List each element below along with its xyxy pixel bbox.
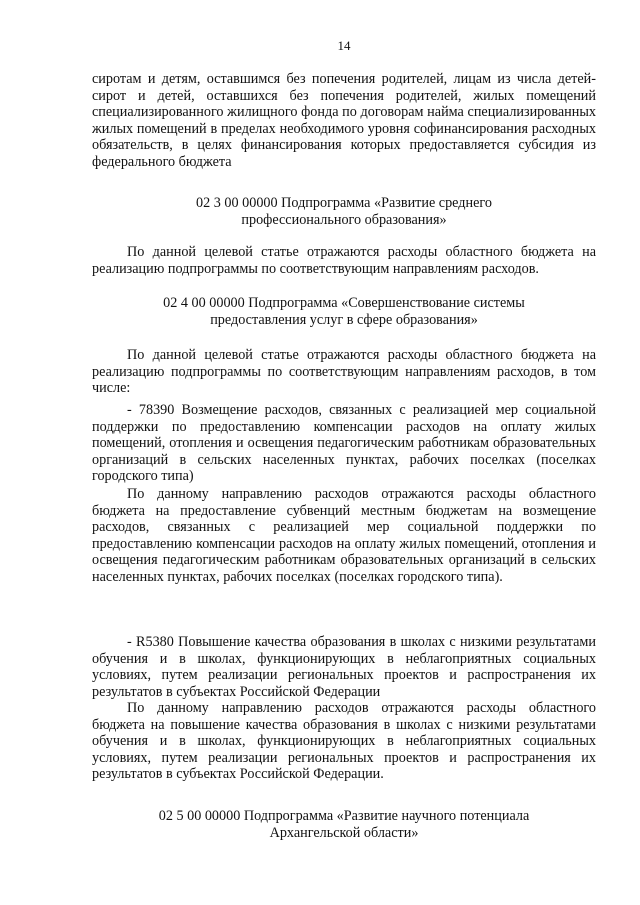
list-item-78390: - 78390 Возмещение расходов, связанных с реализацией мер социальной поддержки по предоставлению компенсации расходов на оплату жилых помещений, отопления и освещения педагогическим работникам образовательных организаций в сельских населенных пунктах, рабочих поселках (поселках городского типа) <box>92 402 596 485</box>
list-item-r5380-description: По данному направлению расходов отражаются расходы областного бюджета на повышение качества образования в школах с низкими результатами обучения и в школах, функционирующих в неблагоприятных социальных условиях, путем реализации региональных проектов и распространения их результатов в субъектах Российской Федерации. <box>92 700 596 783</box>
heading-subprogram-02-3: 02 3 00 00000 Подпрограмма «Развитие среднего профессионального образования» <box>196 195 492 228</box>
list-item-78390-description: По данному направлению расходов отражаются расходы областного бюджета на предоставление субвенций местным бюджетам на возмещение расходов, связанных с реализацией мер социальной поддержки по предоставлению компенсации расходов на оплату жилых помещений, отопления и освещения педагогическим работникам образовательных организаций в сельских населенных пунктах, рабочих поселках (поселках городского типа). <box>92 486 596 585</box>
paragraph-subprogram-02-3: По данной целевой статье отражаются расходы областного бюджета на реализацию подпрограммы по соответствующим направлениям расходов. <box>92 244 596 277</box>
heading-subprogram-02-4: 02 4 00 00000 Подпрограмма «Совершенствование системы предоставления услуг в сфере образования» <box>163 295 525 328</box>
list-item-r5380: - R5380 Повышение качества образования в школах с низкими результатами обучения и в школах, функционирующих в неблагоприятных социальных условиях, путем реализации региональных проектов и распространения их результатов в субъектах Российской Федерации <box>92 634 596 700</box>
page-number: 14 <box>337 38 351 53</box>
paragraph-continuation: сиротам и детям, оставшимся без попечения родителей, лицам из числа детей-сирот и детей, оставшихся без попечения родителей, жилых помещений специализированного жилищного фонда по договорам найма специализированных жилых помещений в пределах необходимого уровня софинансирования расходных обязательств, в целях финансирования которых предоставляется субсидия из федерального бюджета <box>92 71 596 170</box>
paragraph-subprogram-02-4: По данной целевой статье отражаются расходы областного бюджета на реализацию подпрограммы по соответствующим направлениям расходов, в том числе: <box>92 347 596 397</box>
heading-subprogram-02-5: 02 5 00 00000 Подпрограмма «Развитие научного потенциала Архангельской области» <box>158 808 530 841</box>
document-page <box>92 0 596 905</box>
